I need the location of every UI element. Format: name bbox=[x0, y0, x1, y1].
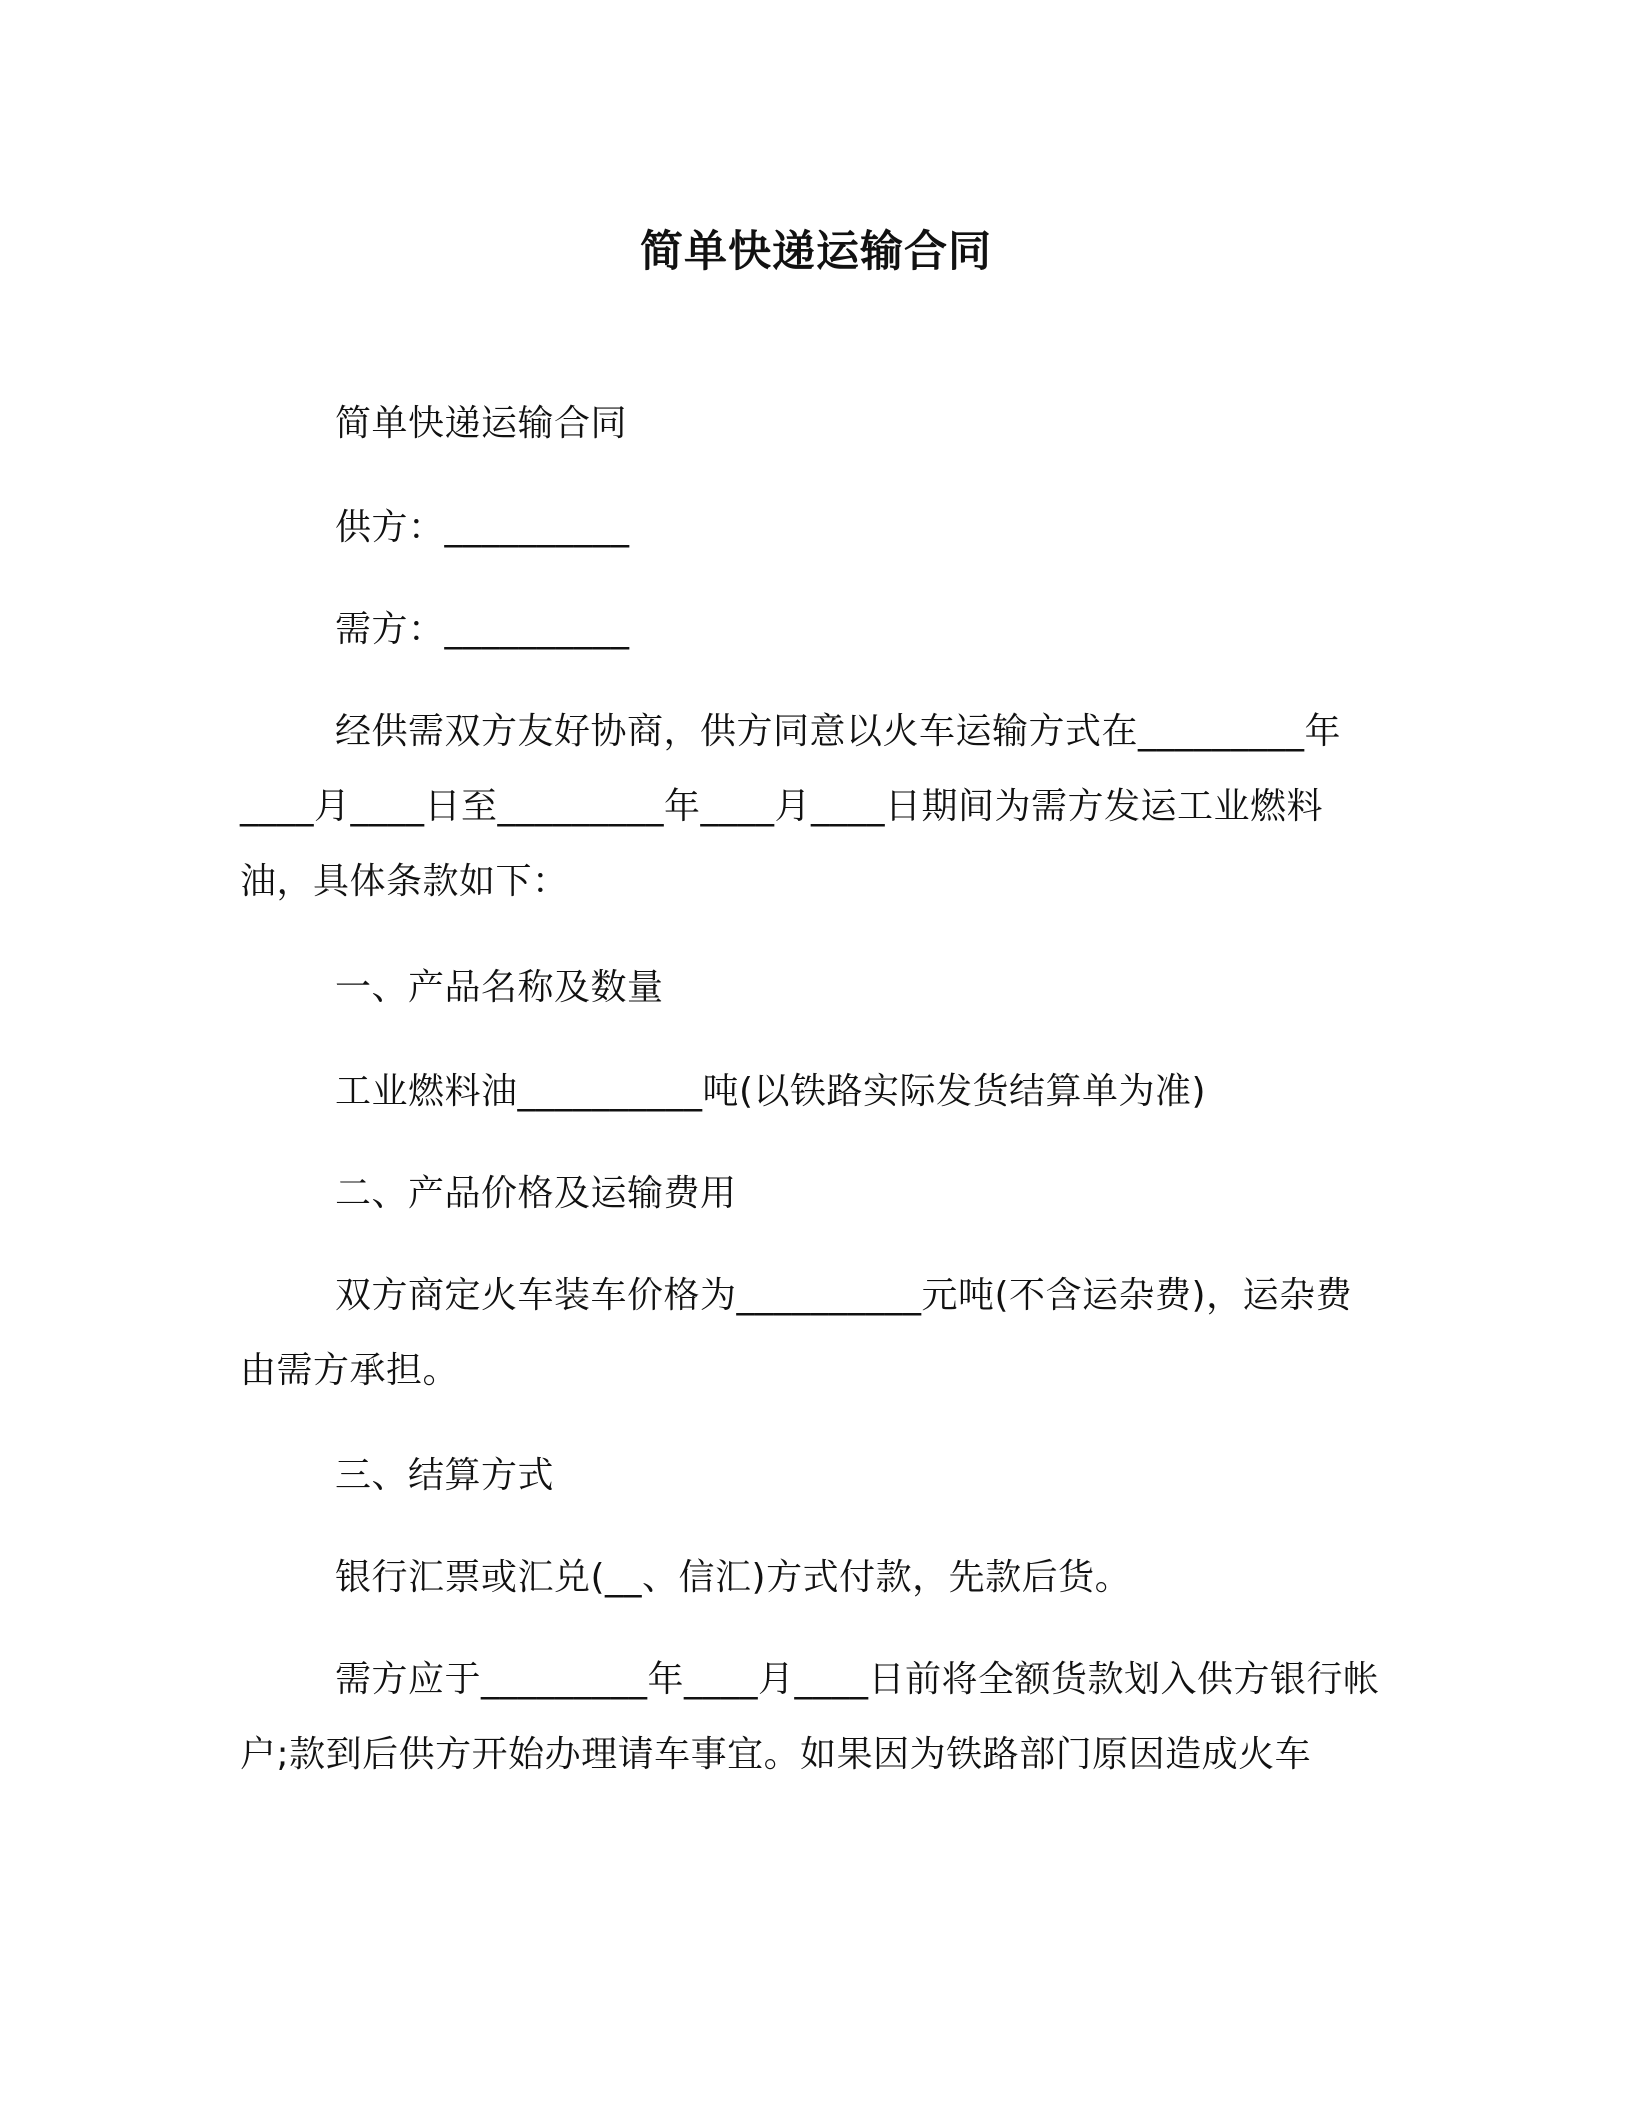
section-heading-3: 三、结算方式 bbox=[335, 1455, 555, 1496]
paragraph-subtitle: 简单快递运输合同 bbox=[335, 403, 628, 444]
paragraph-payment-method: 银行汇票或汇兑(__、信汇)方式付款，先款后货。 bbox=[335, 1557, 1132, 1598]
section-heading-2: 二、产品价格及运输费用 bbox=[335, 1173, 737, 1214]
section-heading-1: 一、产品名称及数量 bbox=[335, 967, 664, 1008]
paragraph-price: 双方商定火车装车价格为__________元吨(不含运杂费)，运杂费由需方承担。 bbox=[240, 1275, 1353, 1391]
document-title: 简单快递运输合同 bbox=[640, 227, 992, 277]
paragraph-product: 工业燃料油__________吨(以铁路实际发货结算单为准) bbox=[335, 1071, 1207, 1112]
paragraph-payment-terms: 需方应于_________年____月____日前将全额货款划入供方银行帐户;款到后供方开始办理请车事宜。如果因为铁路部门原因造成火车 bbox=[240, 1659, 1380, 1775]
paragraph-buyer: 需方：__________ bbox=[335, 609, 630, 650]
paragraph-intro: 经供需双方友好协商，供方同意以火车运输方式在_________年____月____日至_________年____月____日期间为需方发运工业燃料油，具体条款如下： bbox=[240, 711, 1342, 902]
paragraph-supplier: 供方：__________ bbox=[335, 507, 630, 548]
